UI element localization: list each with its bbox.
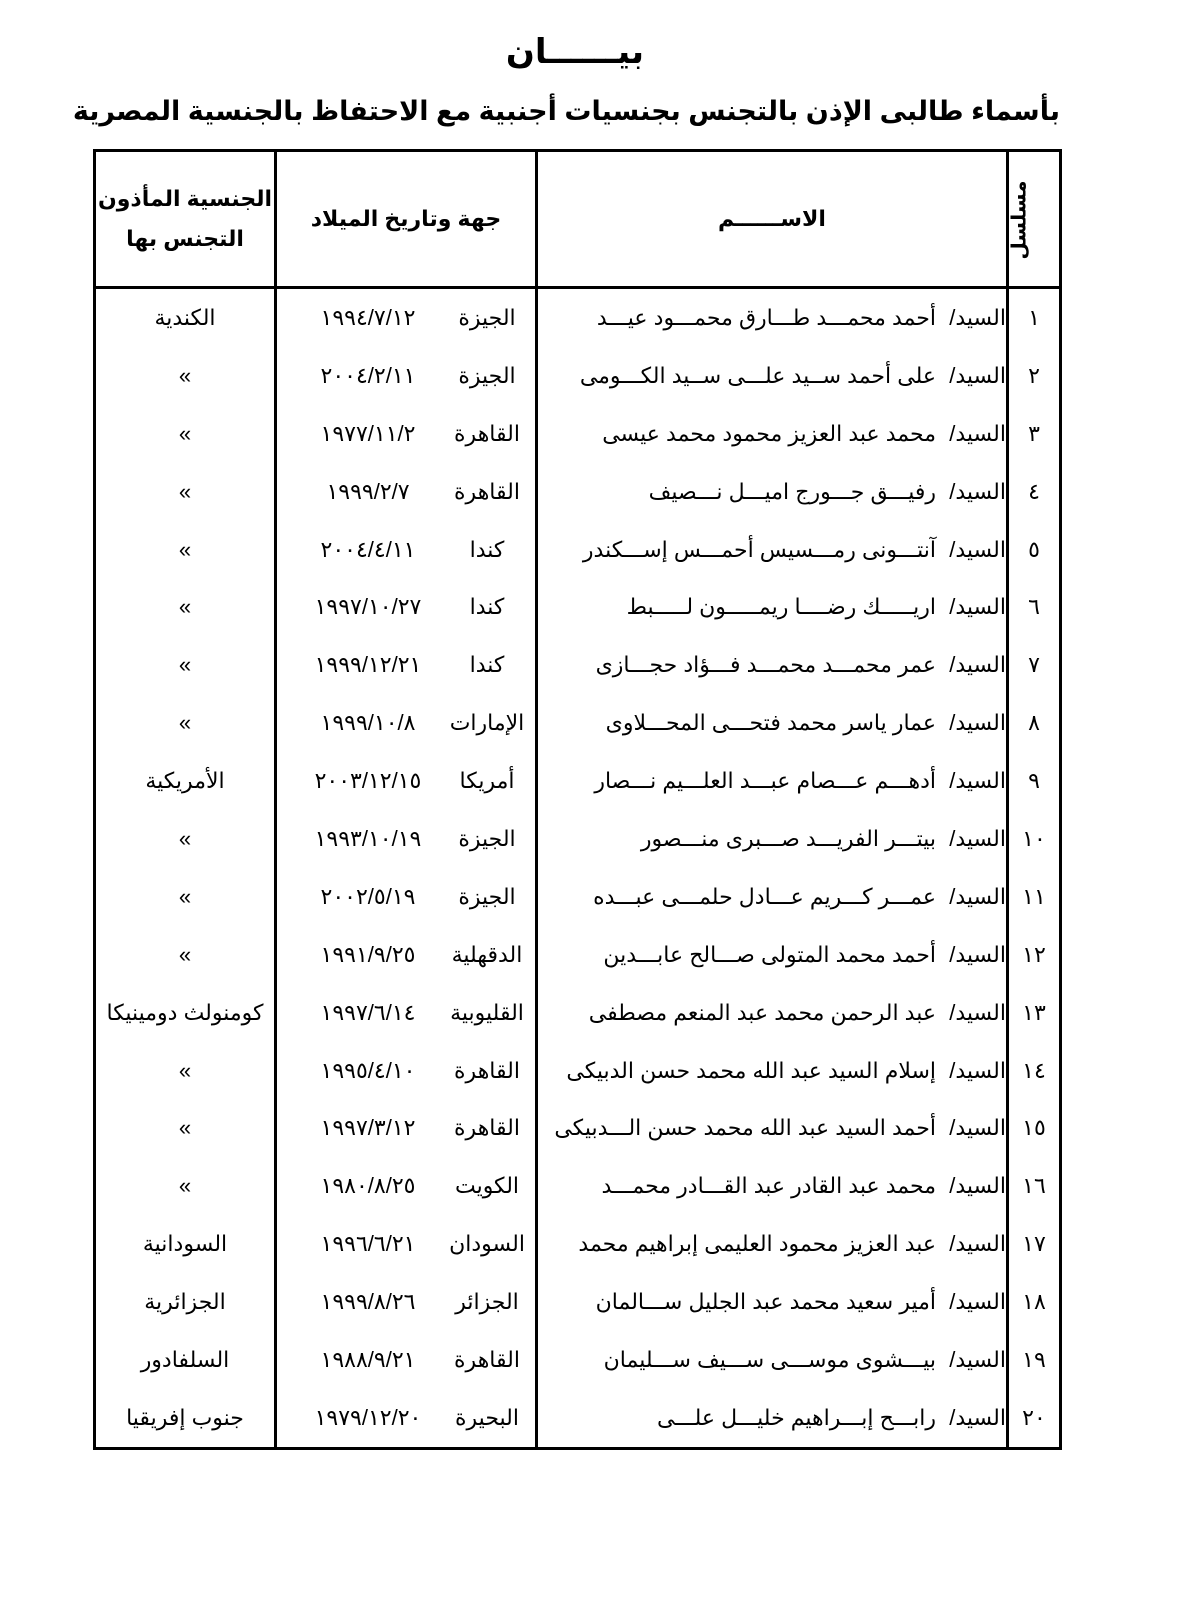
row-title-prefix: السيد/ bbox=[949, 768, 1006, 794]
row-title-prefix: السيد/ bbox=[949, 1115, 1006, 1141]
row-title-prefix: السيد/ bbox=[949, 883, 1006, 909]
row-full-name: اريـــــك رضــــا ريمـــــون لـــــبط bbox=[626, 594, 936, 620]
row-serial: ٢٠ bbox=[1008, 1389, 1061, 1448]
row-place-dob-cell bbox=[276, 405, 537, 463]
row-name-cell bbox=[537, 578, 1008, 636]
table-row bbox=[95, 868, 1061, 926]
table-row bbox=[95, 521, 1061, 579]
row-birth-date: ١٩٩٧/١٠/٢٧ bbox=[314, 594, 422, 620]
row-birth-place: الجيزة bbox=[458, 825, 516, 851]
row-birth-place: الجيزة bbox=[458, 304, 516, 330]
table-header-row bbox=[95, 151, 1061, 288]
row-full-name: على أحمد ســيد علـــى ســيد الكـــومى bbox=[579, 362, 936, 388]
row-name-cell bbox=[537, 1215, 1008, 1273]
header-place-dob: جهة وتاريخ الميلاد bbox=[276, 151, 537, 288]
row-place-dob-cell bbox=[276, 578, 537, 636]
row-full-name: آنتـــونى رمـــسيس أحمـــس إســـكندر bbox=[582, 536, 936, 562]
row-name-cell bbox=[537, 810, 1008, 868]
row-birth-place: الإمارات bbox=[449, 710, 525, 736]
table-row bbox=[95, 288, 1061, 347]
row-birth-date: ٢٠٠٢/٥/١٩ bbox=[320, 883, 416, 909]
header-nationality bbox=[95, 151, 276, 288]
row-birth-place: كندا bbox=[469, 536, 505, 562]
row-nationality: » bbox=[95, 521, 276, 579]
row-birth-place: الجزائر bbox=[455, 1289, 519, 1315]
row-serial: ١٦ bbox=[1008, 1157, 1061, 1215]
row-title-prefix: السيد/ bbox=[949, 362, 1006, 388]
row-birth-place: البحيرة bbox=[455, 1404, 519, 1430]
table-row bbox=[95, 984, 1061, 1042]
row-birth-date: ١٩٩٩/١٢/٢١ bbox=[314, 652, 422, 678]
row-name-cell bbox=[537, 288, 1008, 347]
row-title-prefix: السيد/ bbox=[949, 478, 1006, 504]
row-full-name: أمير سعيد محمد عبد الجليل ســـالمان bbox=[595, 1289, 936, 1315]
row-serial: ١٠ bbox=[1008, 810, 1061, 868]
table-row bbox=[95, 1273, 1061, 1331]
row-name-cell bbox=[537, 1099, 1008, 1157]
row-place-dob-cell bbox=[276, 694, 537, 752]
row-nationality: » bbox=[95, 868, 276, 926]
row-place-dob-cell bbox=[276, 868, 537, 926]
row-place-dob-cell bbox=[276, 636, 537, 694]
row-title-prefix: السيد/ bbox=[949, 304, 1006, 330]
row-full-name: عمر محمـــد محمـــد فـــؤاد حجـــازى bbox=[595, 652, 936, 678]
row-serial: ١٥ bbox=[1008, 1099, 1061, 1157]
row-name-cell bbox=[537, 868, 1008, 926]
row-serial: ٢ bbox=[1008, 347, 1061, 405]
row-serial: ٦ bbox=[1008, 578, 1061, 636]
row-name-cell bbox=[537, 1331, 1008, 1389]
row-name-cell bbox=[537, 1157, 1008, 1215]
row-name-cell bbox=[537, 984, 1008, 1042]
header-nationality-line2: التجنس بها bbox=[126, 226, 244, 251]
row-full-name: أدهـــم عـــصام عبـــد العلـــيم نـــصار bbox=[594, 768, 936, 794]
row-serial: ٣ bbox=[1008, 405, 1061, 463]
row-title-prefix: السيد/ bbox=[949, 420, 1006, 446]
row-place-dob-cell bbox=[276, 347, 537, 405]
row-place-dob-cell bbox=[276, 752, 537, 810]
row-nationality: الكندية bbox=[95, 288, 276, 347]
row-place-dob-cell bbox=[276, 463, 537, 521]
row-name-cell bbox=[537, 1042, 1008, 1100]
row-birth-place: القاهرة bbox=[454, 1057, 520, 1083]
row-birth-date: ١٩٩٩/٢/٧ bbox=[326, 478, 410, 504]
row-name-cell bbox=[537, 752, 1008, 810]
row-birth-date: ٢٠٠٣/١٢/١٥ bbox=[314, 768, 422, 794]
header-serial: مسلسل bbox=[1008, 151, 1061, 288]
row-full-name: بيـــشوى موســـى ســـيف ســـليمان bbox=[603, 1346, 936, 1372]
row-place-dob-cell bbox=[276, 984, 537, 1042]
row-name-cell bbox=[537, 694, 1008, 752]
row-name-cell bbox=[537, 1273, 1008, 1331]
row-serial: ١١ bbox=[1008, 868, 1061, 926]
table-row bbox=[95, 578, 1061, 636]
row-birth-date: ١٩٨٠/٨/٢٥ bbox=[320, 1173, 416, 1199]
row-full-name: عبد الرحمن محمد عبد المنعم مصطفى bbox=[588, 999, 936, 1025]
row-full-name: أحمد محمـــد طـــارق محمـــود عيـــد bbox=[596, 304, 936, 330]
row-nationality: » bbox=[95, 578, 276, 636]
row-birth-place: القاهرة bbox=[454, 1115, 520, 1141]
row-place-dob-cell bbox=[276, 1157, 537, 1215]
row-name-cell bbox=[537, 1389, 1008, 1448]
table-row bbox=[95, 347, 1061, 405]
row-serial: ٩ bbox=[1008, 752, 1061, 810]
row-full-name: رفيـــق جـــورج اميـــل نـــصيف bbox=[648, 478, 936, 504]
row-title-prefix: السيد/ bbox=[949, 1404, 1006, 1430]
row-serial: ١٤ bbox=[1008, 1042, 1061, 1100]
row-birth-date: ١٩٩٤/٧/١٢ bbox=[320, 304, 416, 330]
row-full-name: أحمد السيد عبد الله محمد حسن الـــدبيكى bbox=[554, 1115, 936, 1141]
table-row bbox=[95, 810, 1061, 868]
row-place-dob-cell bbox=[276, 926, 537, 984]
row-title-prefix: السيد/ bbox=[949, 1346, 1006, 1372]
row-birth-place: الكويت bbox=[454, 1173, 520, 1199]
row-birth-place: السودان bbox=[449, 1231, 525, 1257]
table-row bbox=[95, 752, 1061, 810]
row-nationality: » bbox=[95, 810, 276, 868]
row-title-prefix: السيد/ bbox=[949, 594, 1006, 620]
table-row bbox=[95, 1389, 1061, 1448]
row-birth-date: ٢٠٠٤/٢/١١ bbox=[320, 362, 416, 388]
row-birth-place: القاهرة bbox=[454, 420, 520, 446]
table-row bbox=[95, 694, 1061, 752]
row-serial: ١٨ bbox=[1008, 1273, 1061, 1331]
row-title-prefix: السيد/ bbox=[949, 536, 1006, 562]
row-nationality: الأمريكية bbox=[95, 752, 276, 810]
row-birth-place: القاهرة bbox=[454, 1346, 520, 1372]
row-birth-place: كندا bbox=[469, 594, 505, 620]
row-title-prefix: السيد/ bbox=[949, 999, 1006, 1025]
applicants-table bbox=[93, 149, 1062, 1450]
row-name-cell bbox=[537, 521, 1008, 579]
row-serial: ٥ bbox=[1008, 521, 1061, 579]
row-birth-place: أمريكا bbox=[459, 768, 515, 794]
row-place-dob-cell bbox=[276, 1215, 537, 1273]
row-nationality: » bbox=[95, 1042, 276, 1100]
row-serial: ١٧ bbox=[1008, 1215, 1061, 1273]
table-row bbox=[95, 926, 1061, 984]
table-row bbox=[95, 1042, 1061, 1100]
row-birth-date: ١٩٩٧/٣/١٢ bbox=[320, 1115, 416, 1141]
row-birth-date: ١٩٩٣/١٠/١٩ bbox=[314, 825, 422, 851]
row-birth-date: ١٩٩٩/١٠/٨ bbox=[320, 710, 416, 736]
table-row bbox=[95, 1215, 1061, 1273]
row-nationality: » bbox=[95, 1099, 276, 1157]
header-nationality-line1: الجنسية المأذون bbox=[97, 186, 272, 211]
row-place-dob-cell bbox=[276, 1042, 537, 1100]
row-birth-date: ١٩٩٩/٨/٢٦ bbox=[320, 1289, 416, 1315]
row-birth-date: ١٩٩٧/٦/١٤ bbox=[320, 999, 416, 1025]
row-serial: ١٩ bbox=[1008, 1331, 1061, 1389]
table-row bbox=[95, 1099, 1061, 1157]
row-nationality: السلفادور bbox=[95, 1331, 276, 1389]
row-full-name: عمـــر كـــريم عـــادل حلمـــى عبـــده bbox=[593, 883, 936, 909]
table-row bbox=[95, 636, 1061, 694]
row-full-name: رابـــح إبـــراهيم خليـــل علـــى bbox=[656, 1404, 936, 1430]
row-full-name: إسلام السيد عبد الله محمد حسن الدبيكى bbox=[566, 1057, 936, 1083]
row-serial: ٤ bbox=[1008, 463, 1061, 521]
row-nationality: » bbox=[95, 1157, 276, 1215]
row-nationality: الجزائرية bbox=[95, 1273, 276, 1331]
row-nationality: » bbox=[95, 636, 276, 694]
row-serial: ٨ bbox=[1008, 694, 1061, 752]
row-birth-date: ١٩٩١/٩/٢٥ bbox=[320, 941, 416, 967]
row-title-prefix: السيد/ bbox=[949, 1231, 1006, 1257]
row-name-cell bbox=[537, 347, 1008, 405]
row-birth-date: ١٩٧٧/١١/٢ bbox=[320, 420, 416, 446]
row-serial: ١ bbox=[1008, 288, 1061, 347]
row-title-prefix: السيد/ bbox=[949, 1173, 1006, 1199]
row-place-dob-cell bbox=[276, 288, 537, 347]
row-title-prefix: السيد/ bbox=[949, 1289, 1006, 1315]
table-row bbox=[95, 463, 1061, 521]
row-full-name: عمار ياسر محمد فتحـــى المحـــلاوى bbox=[605, 710, 936, 736]
row-full-name: عبد العزيز محمود العليمى إبراهيم محمد bbox=[578, 1231, 936, 1257]
table-row bbox=[95, 1331, 1061, 1389]
row-nationality: كومنولث دومينيكا bbox=[95, 984, 276, 1042]
row-nationality: » bbox=[95, 405, 276, 463]
table-row bbox=[95, 1157, 1061, 1215]
row-birth-place: القاهرة bbox=[454, 478, 520, 504]
row-title-prefix: السيد/ bbox=[949, 825, 1006, 851]
row-birth-place: الجيزة bbox=[458, 883, 516, 909]
row-name-cell bbox=[537, 926, 1008, 984]
document-title: بيــــــان bbox=[505, 33, 645, 71]
row-title-prefix: السيد/ bbox=[949, 652, 1006, 678]
row-birth-date: ١٩٨٨/٩/٢١ bbox=[320, 1346, 416, 1372]
row-title-prefix: السيد/ bbox=[949, 710, 1006, 736]
row-full-name: بيتـــر الفريـــد صـــبرى منـــصور bbox=[640, 825, 936, 851]
row-nationality: » bbox=[95, 347, 276, 405]
row-nationality: السودانية bbox=[95, 1215, 276, 1273]
row-place-dob-cell bbox=[276, 810, 537, 868]
row-place-dob-cell bbox=[276, 521, 537, 579]
row-title-prefix: السيد/ bbox=[949, 1057, 1006, 1083]
row-birth-place: كندا bbox=[469, 652, 505, 678]
row-birth-date: ٢٠٠٤/٤/١١ bbox=[320, 536, 416, 562]
row-birth-place: الدقهلية bbox=[451, 941, 523, 967]
document-subtitle: بأسماء طالبى الإذن بالتجنس بجنسيات أجنبية مع الاحتفاظ بالجنسية المصرية bbox=[72, 96, 1060, 126]
row-serial: ١٢ bbox=[1008, 926, 1061, 984]
row-full-name: محمد عبد القادر عبد القـــادر محمـــد bbox=[601, 1173, 936, 1199]
row-place-dob-cell bbox=[276, 1331, 537, 1389]
row-name-cell bbox=[537, 463, 1008, 521]
row-nationality: » bbox=[95, 463, 276, 521]
row-birth-date: ١٩٩٥/٤/١٠ bbox=[320, 1057, 416, 1083]
row-full-name: أحمد محمد المتولى صـــالح عابـــدين bbox=[603, 941, 936, 967]
row-place-dob-cell bbox=[276, 1273, 537, 1331]
table-row bbox=[95, 405, 1061, 463]
row-place-dob-cell bbox=[276, 1389, 537, 1448]
row-name-cell bbox=[537, 405, 1008, 463]
row-nationality: » bbox=[95, 694, 276, 752]
row-birth-date: ١٩٩٦/٦/٢١ bbox=[320, 1231, 416, 1257]
row-nationality: جنوب إفريقيا bbox=[95, 1389, 276, 1448]
header-name: الاســــــم bbox=[537, 151, 1008, 288]
row-birth-date: ١٩٧٩/١٢/٢٠ bbox=[314, 1404, 422, 1430]
row-birth-place: الجيزة bbox=[458, 362, 516, 388]
row-full-name: محمد عبد العزيز محمود محمد عيسى bbox=[602, 420, 936, 446]
row-birth-place: القليوبية bbox=[450, 999, 524, 1025]
row-name-cell bbox=[537, 636, 1008, 694]
row-place-dob-cell bbox=[276, 1099, 537, 1157]
row-serial: ١٣ bbox=[1008, 984, 1061, 1042]
row-nationality: » bbox=[95, 926, 276, 984]
row-serial: ٧ bbox=[1008, 636, 1061, 694]
row-title-prefix: السيد/ bbox=[949, 941, 1006, 967]
